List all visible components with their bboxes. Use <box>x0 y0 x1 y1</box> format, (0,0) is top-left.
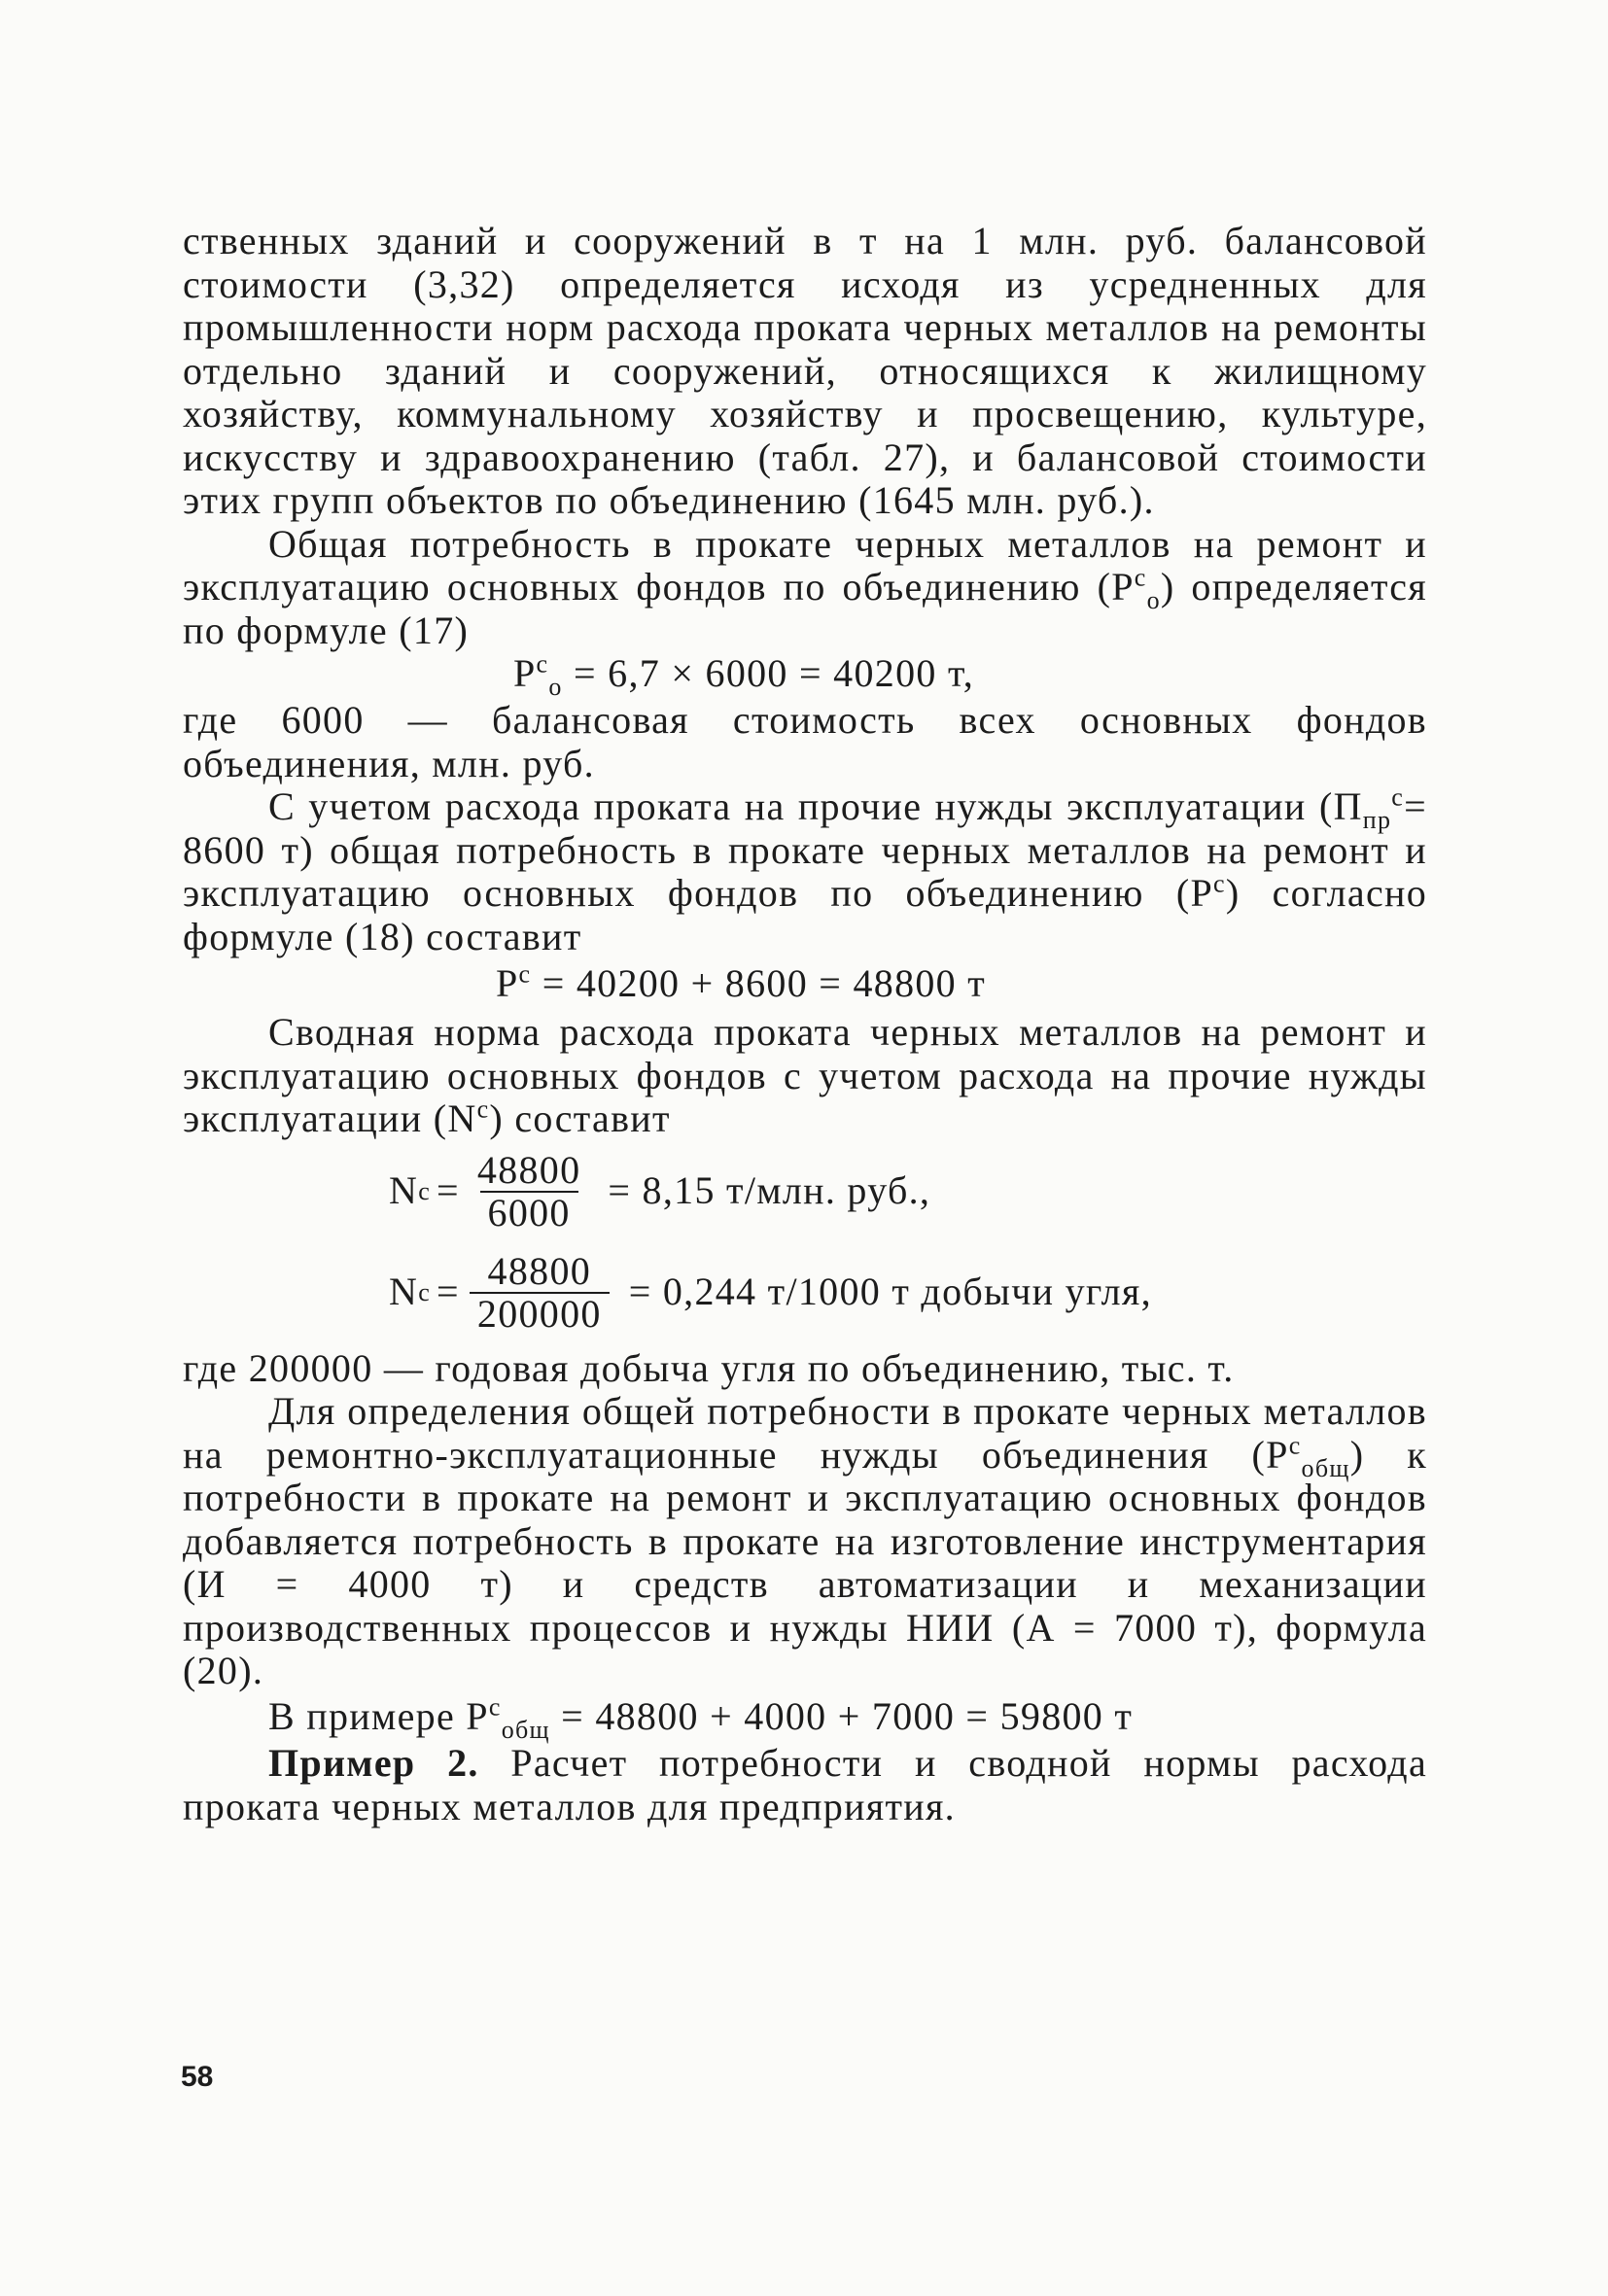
paragraph-2: Общая потребность в прокате черных металлов на ремонт и эксплуатацию основных фондов по объединению $(P^c_o)$ определяется по формуле (17) <box>183 521 1427 652</box>
fraction: $\frac{48800}{200000}$ <box>470 1251 610 1335</box>
paragraph-1: ственных зданий и сооружений в т на 1 млн. руб. балансовой стоимости (3,32) определяется исходя из усредненных для промышленности норм расхода проката черных металлов на ремонты отдельно зданий и сооружений, относящихся к жилищному хозяйству, коммунальному хозяйству и просвещению, культуре, искусству и здравоохранению (табл. 27), и балансовой стоимости этих групп объектов по объединению (1645 млн. руб.). <box>183 219 1427 522</box>
formula-17-result: $P^c_o = 6,7 \times 6000 = 40200$ т, <box>513 649 975 701</box>
paragraph-4: Сводная норма расхода проката черных металлов на ремонт и эксплуатацию основных фондов с учетом расхода на прочие нужды эксплуатации $(N^c)$ составит <box>183 1010 1427 1140</box>
where-definition-2: где 200000 — годовая добыча угля по объединению, тыс. т. <box>183 1345 1235 1390</box>
fraction: $\frac{48800}{6000}$ <box>476 1147 581 1235</box>
where-definition-1: где 6000 — балансовая стоимость всех основных фондов объединения, млн. руб. <box>183 698 1427 785</box>
summary-norm-per-million: N c = $\frac{48800}{6000}$ = 8,15 т/млн. руб., <box>389 1147 931 1235</box>
paragraph-3: С учетом расхода проката на прочие нужды эксплуатации ($П_{пр}^с= 8600$ т) общая потребность в прокате черных металлов на ремонт и эксплуатацию основных фондов по объединению $(P^c)$ согласно формуле (18) составит <box>183 783 1428 958</box>
example-heading: Пример 2. <box>268 1741 479 1785</box>
paragraph-5: Для определения общей потребности в прокате черных металлов на ремонтно-эксплуатационные нужды объединения $(P^c_{общ})$ к потребности в прокате на ремонт и эксплуатацию основных фондов добавляется потребность в прокате на изготовление инструментария (И = 4000 т) и средств автоматизации и механизации производственных процессов и нужды НИИ (А = 7000 т), формула (20). <box>183 1389 1427 1692</box>
formula-18-result: $P^c = 40200 + 8600 = 48800$ т <box>496 959 987 1005</box>
page-number: 58 <box>181 2061 214 2093</box>
text-block <box>183 220 1427 1828</box>
summary-norm-per-coal: N c = $\frac{48800}{200000}$ = 0,244 т/1000 т добычи угля, <box>389 1248 1152 1336</box>
example-calculation: В примере $P^c_{общ} = 48800 + 4000 + 7000 = 59800$ т <box>268 1692 1134 1744</box>
paragraph-6: Пример 2. Расчет потребности и сводной нормы расхода проката черных металлов для предприятия. <box>183 1741 1427 1828</box>
